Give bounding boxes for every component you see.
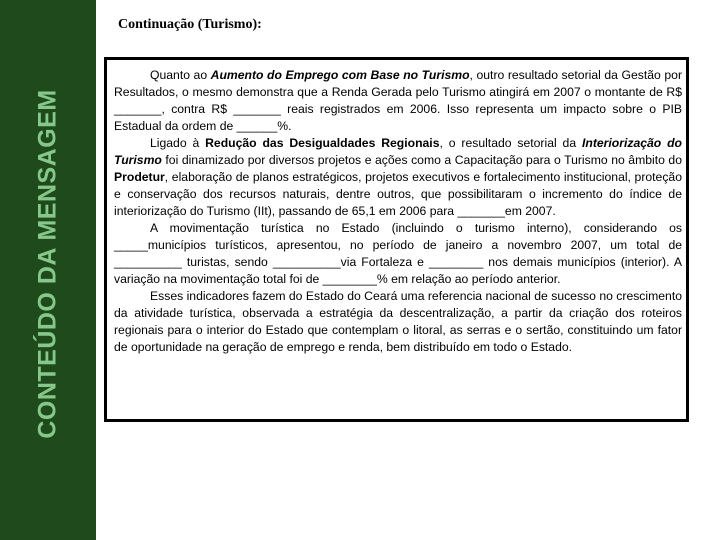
text-segment: foi dinamizado por diversos projetos e ações como a Capacitação para o Turismo no âmbito do [161,153,682,167]
text-segment: Quanto ao [150,68,211,82]
sidebar [0,0,96,540]
text-segment: , elaboração de planos estratégicos, projetos executivos e fortalecimento institucional, proteção e conservação dos recursos naturais, dentre outros, que possibilitaram o incremento do índice de interiorização do Turismo (IIt), passando de 65,1 em 2006 para _______em 2007. [114,170,682,218]
text-segment: Esses indicadores fazem do Estado do Ceará uma referencia nacional de sucesso no crescimento da atividade turística, observada a estratégia da descentralização, a partir da criação dos roteiros regionais para o interior do Estado que contemplam o litoral, as serras e o sertão, constituindo um fator de oportunidade na geração de emprego e renda, bem distribuído em todo o Estado. [114,289,682,354]
sidebar-title: CONTEÚDO DA MENSAGEM [33,89,62,439]
paragraph-employment [114,67,682,135]
paragraph-movement [114,220,682,288]
emphasis-regional: Redução das Desigualdades Regionais [205,136,440,150]
paragraph-indicators [114,288,682,356]
content-box [104,57,689,422]
text-segment: Ligado à [150,136,206,150]
emphasis-interiorization: Interiorização do Turismo [114,136,682,167]
text-segment: A movimentação turística no Estado (incluindo o turismo interno), considerando os _____municípios turísticos, apresentou, no período de janeiro a novembro 2007, um total de __________ turistas, sendo __________via Fortaleza e ________ nos demais municípios (interior). A variação na movimentação total foi de ________% em relação ao período anterior. [114,221,682,286]
emphasis-prodetur: Prodetur [114,170,165,184]
text-segment: , outro resultado setorial da Gestão por Resultados, o mesmo demonstra que a Renda Gerada pelo Turismo atingirá em 2007 o montante de R$ _______, contra R$ _______ reais registrados em 2006. Isso representa um impacto sobre o PIB Estadual da ordem de ______%. [114,68,683,133]
paragraph-interiorization [114,135,682,220]
text-segment: , o resultado setorial da [439,136,582,150]
section-heading: Continuação (Turismo): [118,17,262,32]
emphasis-employment: Aumento do Emprego com Base no Turismo [210,68,470,82]
